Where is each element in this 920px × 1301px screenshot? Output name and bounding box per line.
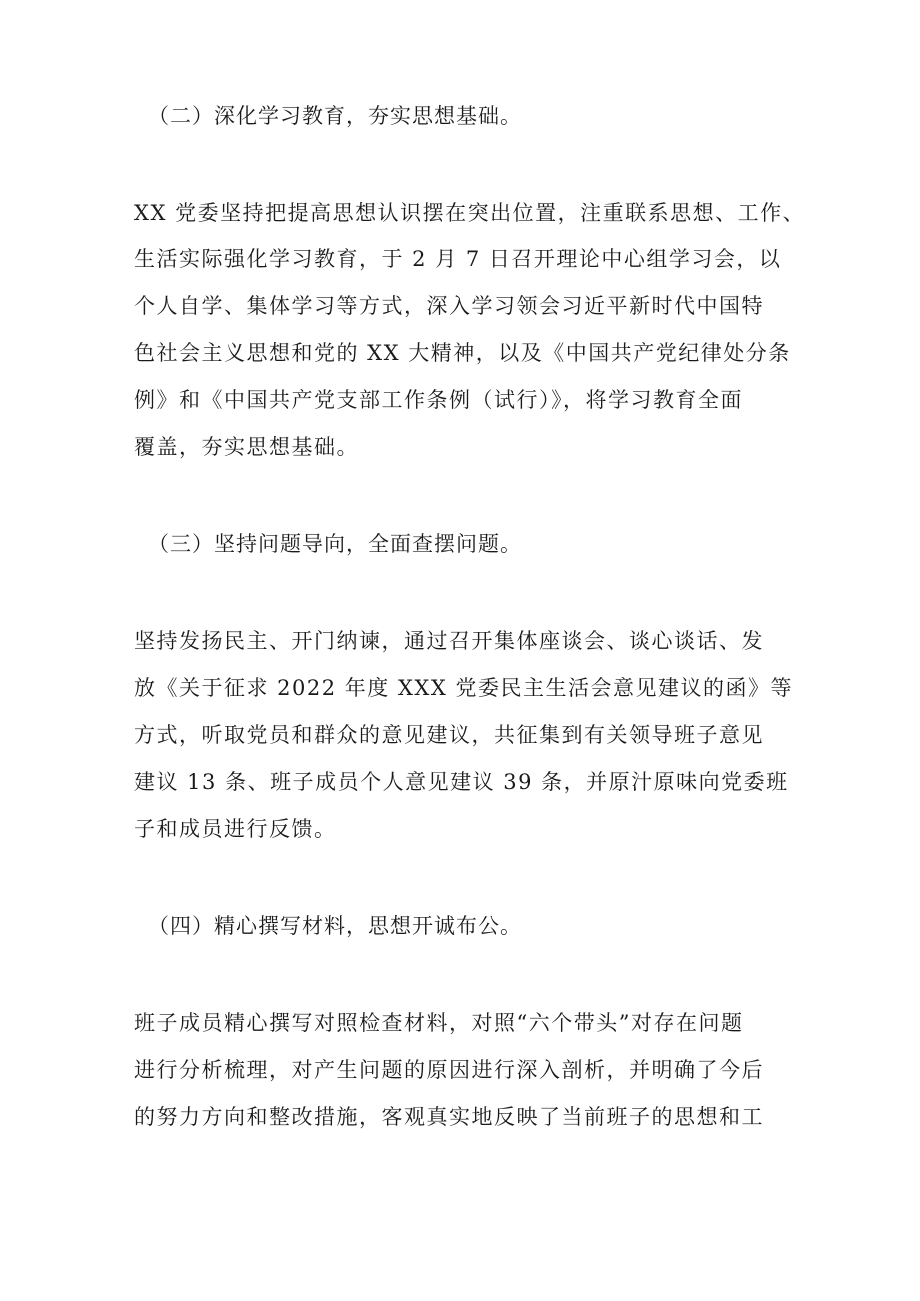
section-heading-4: （四）精心撰写材料，思想开诚布公。 [148,914,522,938]
paragraph-line: 班子成员精心撰写对照检查材料，对照“六个带头”对存在问题 [134,1011,744,1035]
paragraph-line: XX 党委坚持把提高思想认识摆在突出位置，注重联系思想、工作、 [134,201,806,225]
section-heading-2: （二）深化学习教育，夯实思想基础。 [148,104,522,128]
paragraph-line: 生活实际强化学习教育，于 2 月 7 日召开理论中心组学习会，以 [134,247,782,271]
paragraph-line: 方式，听取党员和群众的意见建议，共征集到有关领导班子意见 [134,723,764,747]
paragraph-line: 建议 13 条、班子成员个人意见建议 39 条，并原汁原味向党委班 [134,770,789,794]
paragraph-line: 覆盖，夯实思想基础。 [134,435,359,459]
paragraph-line: 个人自学、集体学习等方式，深入学习领会习近平新时代中国特 [134,294,764,318]
section-heading-3: （三）坚持问题导向，全面查摆问题。 [148,532,522,556]
paragraph-line: 坚持发扬民主、开门纳谏，通过召开集体座谈会、谈心谈话、发 [134,629,764,653]
paragraph-line: 的努力方向和整改措施，客观真实地反映了当前班子的思想和工 [134,1105,764,1129]
paragraph-line: 色社会主义思想和党的 XX 大精神，以及《中国共产党纪律处分条 [134,341,791,365]
paragraph-line: 例》和《中国共产党支部工作条例（试行）》，将学习教育全面 [134,388,743,412]
paragraph-line: 子和成员进行反馈。 [134,817,337,841]
paragraph-line: 放《关于征求 2022 年度 XXX 党委民主生活会意见建议的函》等 [134,676,793,700]
paragraph-line: 进行分析梳理，对产生问题的原因进行深入剖析，并明确了今后 [134,1058,764,1082]
